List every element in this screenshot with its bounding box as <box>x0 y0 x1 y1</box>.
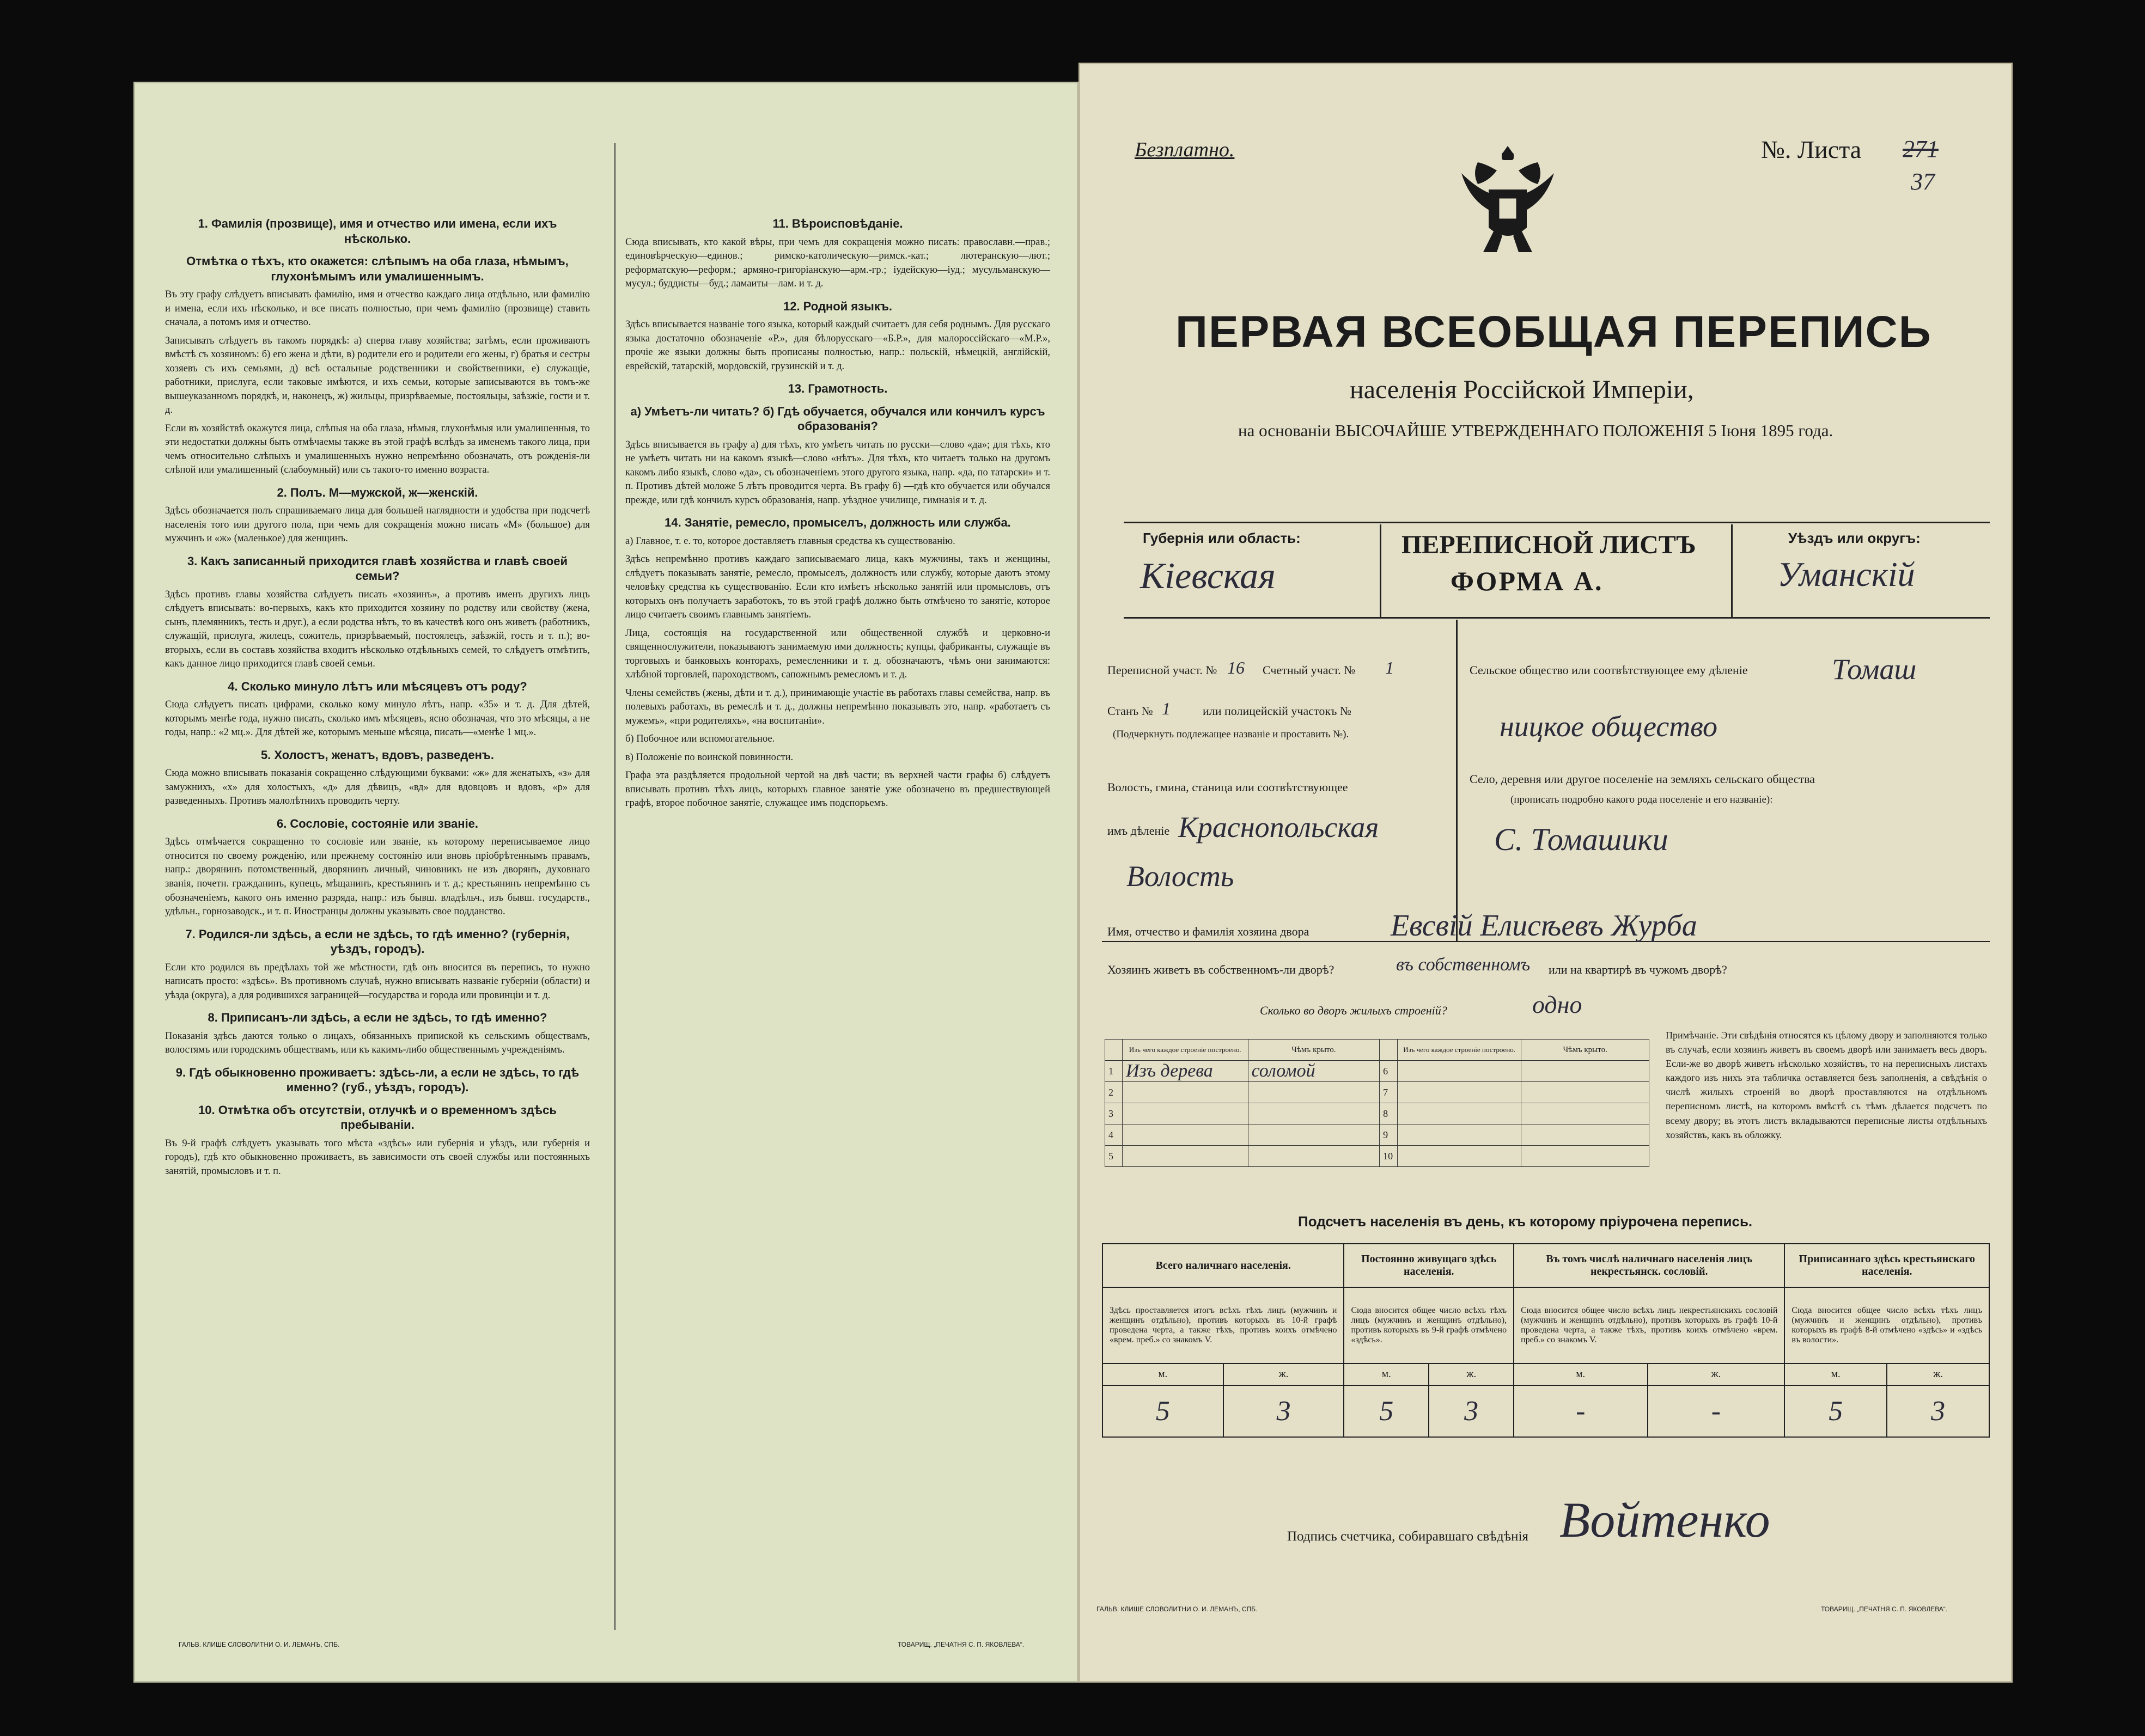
instruction-paragraph: а) Главное, т. е. то, которое доставляетъ главныя средства къ существованію. <box>625 535 955 547</box>
section-title: 14. Занятіе, ремесло, промыселъ, должность или служба. <box>665 516 1011 530</box>
buildings-col-roof-2: Чѣмъ крыто. <box>1521 1040 1649 1061</box>
form-title: ПЕРЕПИСНОЙ ЛИСТЪ <box>1401 530 1696 559</box>
buildings-col-material: Изъ чего каждое строеніе построено. <box>1122 1040 1248 1061</box>
row-number: 8 <box>1380 1103 1398 1124</box>
population-table <box>1102 1243 1990 1438</box>
uezd-label: Уѣздъ или округъ: <box>1788 530 1921 546</box>
rule <box>1124 522 1990 523</box>
uchastok-value: 16 <box>1227 658 1245 677</box>
instruction-paragraph: Сюда вписывать, кто какой вѣры, при чемъ для сокращенія можно писать: православн.—прав.; единовѣрческую—единов.; римско-католическую—римск.-кат.; лютеранскую—лют.; реформатскую—реформ.; армяно-григоріанскую—арм.-гр.; іудейскую—іуд.; мусульманскую—мусул.; буддисты—буд.; ламаиты—лам. и т. д. <box>625 236 1050 290</box>
row-number: 2 <box>1105 1082 1123 1103</box>
form-basis: на основаніи ВЫСОЧАЙШЕ УТВЕРЖДЕННАГО ПОЛОЖЕНІЯ 5 Іюня 1895 года. <box>1238 421 1833 440</box>
count-title: Подсчетъ населенія въ день, къ которому пріурочена перепись. <box>1298 1213 1753 1230</box>
stan-label: Станъ № <box>1107 704 1153 718</box>
instruction-paragraph: Въ 9-й графѣ слѣдуетъ указывать того мѣста «здѣсь» или губернія и уѣздъ, или губернія и городъ), гдѣ кто обыкновенно проживаетъ, въ зависимости отъ своей службы или постоянныхъ занятій, промысловъ и т. п. <box>165 1138 590 1177</box>
instruction-paragraph: Показанія здѣсь даются только о лицахъ, обязанныхъ припиской къ сельскимъ обществамъ, волостямъ или городскимъ обществамъ, или къ какимъ-либо общественнымъ учрежденіямъ. <box>165 1030 590 1056</box>
section-title: 11. Вѣроисповѣданіе. <box>772 217 903 230</box>
volost-value-2: Волость <box>1126 860 1234 893</box>
rule <box>1124 617 1990 619</box>
rule <box>1731 524 1733 617</box>
schet-label: Счетный участ. № <box>1263 663 1356 677</box>
form-letter: ФОРМА А. <box>1451 566 1604 596</box>
section-title: 9. Гдѣ обыкновенно проживаетъ: здѣсь-ли, а если не здѣсь, то гдѣ именно? (губ., уѣздъ, городъ). <box>175 1065 580 1095</box>
instruction-paragraph: Здѣсь вписывается названіе того языка, который каждый считаетъ для себя роднымъ. Для русскаго языка достаточно обозначеніе «Р.», для бѣлорусскаго—«Б.Р.», для малороссійскаго—«М.Р.», прочіе же языки должны быть прописаны полностью, напр.: польскій, нѣмецкій, англійскій, еврейскій, татарскій, мордовскій, грузинскій и т. д. <box>625 319 1050 372</box>
row-number: 7 <box>1380 1082 1398 1103</box>
instruction-paragraph: Члены семействъ (жены, дѣти и т. д.), принимающіе участіе въ работахъ главы семейства, напр. въ полевыхъ работахъ, въ ремеслѣ и т. д., должны непремѣнно показывать это, напр. «работаетъ съ мужемъ», «при родителяхъ», «на воспитаніи». <box>625 687 1050 726</box>
pop-header-noncrest: Въ томъ числѣ наличнаго населенія лицъ некрестьянск. сословій. <box>1514 1244 1784 1287</box>
pop-header-registered: Приписаннаго здѣсь крестьянскаго населенія. <box>1784 1244 1989 1287</box>
rule <box>1456 620 1458 941</box>
row-number: 9 <box>1380 1124 1398 1146</box>
pop-header-permanent: Постоянно живущаго здѣсь населенія. <box>1344 1244 1514 1287</box>
table-row <box>1105 1082 1649 1103</box>
pop-desc-total: Здѣсь проставляется итогъ всѣхъ тѣхъ лицъ (мужчинъ и женщинъ отдѣльно), противъ которыхъ въ 10-й графѣ проведена черта, а также тѣхъ, противъ коихъ отмѣчено «врем. преб.» со знакомъ V. <box>1102 1287 1344 1364</box>
instruction-paragraph: Графа эта раздѣляется продольной чертой на двѣ части; въ верхней части графы б) слѣдуетъ вписывать противъ тѣхъ лицъ, которыхъ главное занятіе уже обозначено въ предшествующей графѣ, второе побочное занятіе, служащее имъ подспорьемъ. <box>625 770 1050 809</box>
underline-note: (Подчеркнуть подлежащее названіе и проставить №). <box>1113 729 1349 740</box>
instruction-paragraph: Здѣсь вписывается въ графу а) для тѣхъ, кто умѣетъ читать по русски—слово «да»; для тѣхъ, кто не умѣетъ читать ни на какомъ языкѣ—слово «нѣтъ». Для тѣхъ, кто читаетъ только на другомъ какомъ либо языкѣ, слово «да», съ обозначеніемъ этого другого языка, напр. «да, по татарски» и т. п. Противъ дѣтей моложе 5 лѣтъ проводится черта. Въ графу б) —гдѣ кто обучается или обучался прежде, или гдѣ кончилъ курсъ образованія, напр. уѣздное училище, гимназія и т. д. <box>625 439 1050 506</box>
printer-mark-right: ТОВАРИЩ. „ПЕЧАТНЯ С. П. ЯКОВЛЕВА“. <box>1821 1605 1948 1613</box>
table-row <box>1105 1061 1649 1082</box>
obshchestvo-label: Сельское общество или соотвѣтствующее ему дѣленіе <box>1470 663 1748 677</box>
counter-signature: Войтенко <box>1559 1492 1770 1548</box>
male-label: м. <box>1344 1364 1429 1385</box>
section-title: 2. Полъ. М—мужской, ж—женскій. <box>277 485 478 499</box>
row-number: 3 <box>1105 1103 1123 1124</box>
lives-label-2: или на квартирѣ въ чужомъ дворѣ? <box>1549 963 1727 976</box>
signature-label: Подпись счетчика, собиравшаго свѣдѣнія <box>1287 1529 1528 1544</box>
instruction-paragraph: Здѣсь отмѣчается сокращенно то сословіе или званіе, къ которому переписываемое лицо относится по своему рожденію, или прежнему состоянію или вновь пріобрѣтеннымъ правамъ, напр.: дворянинъ потомственный, дворянинъ личный, чиновникъ не изъ дворянъ, духовнаго званія, почетн. гражданинъ, купецъ, мѣщанинъ, крестьянинъ и т. д.; крестьянинъ непремѣнно съ обозначеніемъ, какого онъ именно разряда, напр.: изъ бывш. владѣльч., изъ бывш. государств., удѣльн., горнозаводск., и т. п. Иностранцы должны указывать свое подданство. <box>165 836 590 918</box>
pop-desc-noncrest: Сюда вносится общее число всѣхъ лицъ некрестьянскихъ сословій (мужчинъ и женщинъ отдѣльно), противъ которыхъ въ графѣ 10-й проведена черта, а также тѣхъ, противъ коихъ отмѣчено «врем. преб.» со знакомъ V. <box>1514 1287 1784 1364</box>
section-title: 7. Родился-ли здѣсь, а если не здѣсь, то гдѣ именно? (губернія, уѣздъ, городъ). <box>185 927 570 956</box>
instruction-paragraph: Лица, состоящія на государственной или общественной службѣ и церковно-и священнослужители, показываютъ занимаемую ими должность; купцы, фабриканты, служащіе въ торговыхъ и банковыхъ конторахъ, ремесленники и т. д. обозначаютъ, чѣмъ они занимаются: хлѣбной торговлей, пароходствомъ, сапожнымъ ремесломъ и т. д. <box>625 627 1050 681</box>
buildings-col-roof: Чѣмъ крыто. <box>1248 1040 1380 1061</box>
owner-value: Евсвій Елисѣевъ Журба <box>1391 909 1697 943</box>
rule <box>1380 524 1381 617</box>
census-form-sheet <box>1078 63 2013 1683</box>
owner-label: Имя, отчество и фамилія хозяина двора <box>1107 925 1309 938</box>
instruction-paragraph: Записывать слѣдуетъ въ такомъ порядкѣ: а) сперва главу хозяйства; затѣмъ, если проживаютъ вмѣстѣ съ хозяиномъ: б) его жена и дѣти, в) родители его и родители его жены, г) братья и сестры хозяевъ съ ихъ семьями, д) всѣ остальные родственники и свойственники, е) служащіе, работники, прислуга, если таковые имѣются, и ихъ семьи, которые записываются въ томъ-же вышеуказанномъ порядкѣ, и, наконецъ, ж) жильцы, призрѣваемые, постояльцы, заѣзжіе, гости и т. д. <box>165 335 590 416</box>
male-label: м. <box>1102 1364 1223 1385</box>
instruction-paragraph: Здѣсь непремѣнно противъ каждаго записываемаго лица, какъ мужчины, такъ и женщины, слѣдуетъ показывать занятіе, ремесло, промыселъ, должность или службу, которые даютъ этому человѣку средства къ существованію. Если кто имѣетъ нѣсколько занятій или промысловъ, отъ которыхъ онъ получаетъ заработокъ, то въ этой графѣ должно быть отмѣчено то занятіе, которое лицо считаетъ своимъ главнымъ занятіемъ. <box>625 554 1050 621</box>
row-number: 5 <box>1105 1146 1123 1167</box>
schet-value: 1 <box>1385 658 1394 677</box>
obshchestvo-value: Томаш <box>1832 653 1917 686</box>
section-title: Отмѣтка о тѣхъ, кто окажется: слѣпымъ на оба глаза, нѣмымъ, глухонѣмымъ или умалишеннымъ. <box>186 254 569 283</box>
selo-label: Село, деревня или другое поселеніе на земляхъ сельскаго общества <box>1470 772 1815 786</box>
instruction-paragraph: б) Побочное или вспомогательное. <box>625 733 775 745</box>
gubernia-value: Кіевская <box>1140 555 1276 596</box>
instruction-paragraph: Здѣсь обозначается полъ спрашиваемаго лица для большей наглядности и удобства при подсчетѣ населенія того или другого пола, при чемъ для сокращенія можно писать «М» (большое) для мужчинъ и «ж» (маленькое) для женщинъ. <box>165 505 590 545</box>
female-label: ж. <box>1887 1364 1989 1385</box>
column-divider <box>614 143 616 1630</box>
male-label: м. <box>1784 1364 1887 1385</box>
lives-value: въ собственномъ <box>1396 955 1531 975</box>
section-title: 12. Родной языкъ. <box>783 299 893 313</box>
printer-mark-left: ГАЛЬВ. КЛИШЕ СЛОВОЛИТНИ О. И. ЛЕМАНЪ, СПБ. <box>179 1641 340 1648</box>
female-label: ж. <box>1223 1364 1344 1385</box>
section-title: 10. Отмѣтка объ отсутствіи, отлучкѣ и о временномъ здѣсь пребываніи. <box>198 1103 557 1132</box>
buildings-col-material-2: Изъ чего каждое строеніе построено. <box>1397 1040 1521 1061</box>
buildings-value: одно <box>1532 991 1582 1018</box>
instruction-paragraph: в) Положеніе по воинской повинности. <box>625 751 794 763</box>
buildings-table <box>1105 1039 1649 1167</box>
instruction-paragraph: Въ эту графу слѣдуетъ вписывать фамилію, имя и отчество каждаго лица отдѣльно, или фамилію и имена, если ихъ нѣсколько, и все писать полностью, при чемъ фамилію (прозвище) ставить сначала, а потомъ имя и отчество. <box>165 289 590 328</box>
sheet-number-label: №. Листа <box>1761 136 1862 163</box>
obshchestvo-value-2: ницкое общество <box>1500 710 1717 743</box>
instruction-paragraph: Если въ хозяйствѣ окажутся лица, слѣпыя на оба глаза, нѣмыя, глухонѣмыя или умалишенныя, то эти недостатки должны быть отмѣчаемы также въ этой графѣ вслѣдъ за именемъ такого лица, при чемъ относительно слѣпыхъ и умалишенныхъ нужно непремѣнно обозначать, отъ рожденія-ли слѣпой или умалишенный (слабоумный) или съ такого-то именно возраста. <box>165 423 590 476</box>
volost-value: Краснопольская <box>1178 811 1379 843</box>
pop-value: - <box>1648 1385 1785 1437</box>
section-title: 13. Грамотность. <box>788 382 888 396</box>
female-label: ж. <box>1429 1364 1514 1385</box>
pop-value: 3 <box>1429 1385 1514 1437</box>
buildings-note: Примѣчаніе. Эти свѣдѣнія относятся къ цѣлому двору и заполняются только въ случаѣ, если хозяинъ живетъ въ своемъ дворѣ или занимаетъ весь дворъ. Если-же во дворѣ живетъ нѣсколько хозяйствъ, то на переписныхъ листахъ каждого изъ нихъ эта табличка оставляется безъ заполненія, а свѣдѣнія о числѣ жилыхъ строеній во дворѣ проставляются на отдѣльномъ переписномъ листѣ, на которомъ вмѣстѣ съ тѣмъ дѣлается подсчетъ по всему двору; въ этотъ листъ вкладываются переписные листы отдѣльныхъ хозяйствъ, какъ въ обложку. <box>1666 1030 1987 1140</box>
section-title: 4. Сколько минуло лѣтъ или мѣсяцевъ отъ роду? <box>228 679 527 693</box>
volost-label-2: имъ дѣленіе <box>1107 824 1170 838</box>
pop-value: 3 <box>1223 1385 1344 1437</box>
table-row <box>1105 1103 1649 1124</box>
sheet-number-crossed: 271 <box>1903 136 1939 162</box>
instructions-column-2 <box>625 209 1050 815</box>
section-title: 8. Приписанъ-ли здѣсь, а если не здѣсь, то гдѣ именно? <box>208 1011 547 1025</box>
selo-note: (прописать подробно какого рода поселеніе и его названіе): <box>1510 794 1773 805</box>
instruction-paragraph: Если кто родился въ предѣлахъ той же мѣстности, гдѣ онъ вносится въ перепись, то нужно написать просто: «здѣсь». Въ противномъ случаѣ, нужно вписывать названіе губерніи (области) и уѣзда (округа), а для родившихся заграницей—государства и города или провинціи и т. д. <box>165 962 590 1001</box>
section-title: 6. Сословіе, состояніе или званіе. <box>276 816 479 830</box>
volost-label: Волость, гмина, станица или соотвѣтствующее <box>1107 780 1348 794</box>
printer-mark-left: ГАЛЬВ. КЛИШЕ СЛОВОЛИТНИ О. И. ЛЕМАНЪ, СПБ. <box>1096 1605 1258 1613</box>
printer-mark-right: ТОВАРИЩ. „ПЕЧАТНЯ С. П. ЯКОВЛЕВА“. <box>898 1641 1025 1648</box>
pop-value: 5 <box>1102 1385 1223 1437</box>
pop-value: 5 <box>1344 1385 1429 1437</box>
table-row <box>1105 1124 1649 1146</box>
row-number: 4 <box>1105 1124 1123 1146</box>
selo-value: С. Томашики <box>1494 822 1668 857</box>
gubernia-label: Губернія или область: <box>1143 530 1301 546</box>
section-title: а) Умѣетъ-ли читать? б) Гдѣ обучается, обучался или кончилъ курсъ образованія? <box>630 404 1045 433</box>
pop-header-total: Всего наличнаго населенія. <box>1102 1244 1344 1287</box>
row1-roof: соломой <box>1248 1061 1380 1082</box>
form-main-title: ПЕРВАЯ ВСЕОБЩАЯ ПЕРЕПИСЬ <box>1175 307 1932 357</box>
uchastok-label: Переписной участ. № <box>1107 663 1217 677</box>
pop-value: 5 <box>1784 1385 1887 1437</box>
male-label: м. <box>1514 1364 1647 1385</box>
row-number: 6 <box>1380 1061 1398 1082</box>
sheet-number-value: 37 <box>1911 168 1935 195</box>
police-label: или полицейскій участокъ № <box>1203 704 1351 718</box>
row1-material: Изъ дерева <box>1122 1061 1248 1082</box>
section-title: 5. Холостъ, женатъ, вдовъ, разведенъ. <box>260 748 495 762</box>
pop-desc-permanent: Сюда вносится общее число всѣхъ тѣхъ лицъ (мужчинъ и женщинъ отдѣльно), противъ которыхъ въ 9-й графѣ отмѣчено «здѣсь». <box>1344 1287 1514 1364</box>
instruction-paragraph: Сюда слѣдуетъ писать цифрами, сколько кому минуло лѣтъ, напр. «35» и т. д. Для дѣтей, которымъ менѣе года, нужно писать, сколько имъ мѣсяцевъ, ясно обозначая, что это мѣсяцы, а не годы, напр.: «2 мц.». Для дѣтей же, которымъ меньше мѣсяца, писать—«менѣе 1 мц.». <box>165 699 590 738</box>
pop-value: - <box>1514 1385 1647 1437</box>
pop-desc-registered: Сюда вносится общее число всѣхъ тѣхъ лицъ (мужчинъ и женщинъ отдѣльно), противъ которыхъ въ графѣ 8-й отмѣчено «здѣсь» и «здѣсь въ волости». <box>1784 1287 1989 1364</box>
imperial-eagle-emblem <box>1456 135 1559 260</box>
free-label: Безплатно. <box>1135 138 1235 161</box>
row-number: 1 <box>1105 1061 1123 1082</box>
instructions-column-1 <box>165 209 590 1183</box>
lives-label: Хозяинъ живетъ въ собственномъ-ли дворѣ? <box>1107 963 1334 976</box>
instruction-paragraph: Сюда можно вписывать показанія сокращенно слѣдующими буквами: «ж» для женатыхъ, «з» для замужнихъ, «х» для холостыхъ, «д» для дѣвицъ, «вд» для вдовцовъ и вдовъ, «р» для разведенныхъ. Противъ малолѣтнихъ проводить черту. <box>165 768 590 807</box>
stan-value: 1 <box>1162 699 1171 718</box>
section-title: 3. Какъ записанный приходится главѣ хозяйства и главѣ своей семьи? <box>187 554 568 583</box>
buildings-label: Сколько во дворъ жилыхъ строеній? <box>1260 1004 1447 1017</box>
form-subtitle: населенія Россійской Имперіи, <box>1350 375 1694 404</box>
section-title: 1. Фамилія (прозвище), имя и отчество или имена, если ихъ нѣсколько. <box>198 217 557 246</box>
female-label: ж. <box>1648 1364 1785 1385</box>
table-row <box>1105 1146 1649 1167</box>
uezd-value: Уманскій <box>1777 555 1915 594</box>
pop-value: 3 <box>1887 1385 1989 1437</box>
instructions-sheet <box>133 82 1078 1683</box>
instruction-paragraph: Здѣсь противъ главы хозяйства слѣдуетъ писать «хозяинъ», а противъ именъ другихъ лицъ слѣдуетъ вписывать: во-первыхъ, какъ кто приходится хозяину по родству или свойству (жена, сынъ, племянникъ, тесть и друг.), а если родства нѣтъ, то въ качествѣ кого онъ живетъ (работникъ, служащій, прислуга, жилецъ, сожитель, призрѣваемый, постоялецъ, заѣзжій, гость и т. п.); во-вторыхъ, если въ составъ хозяйства входитъ нѣсколько отдѣльныхъ семей, то слѣдуетъ отмѣтить, какъ данное лицо приходится главѣ своей семьи. <box>165 589 590 670</box>
row-number: 10 <box>1380 1146 1398 1167</box>
